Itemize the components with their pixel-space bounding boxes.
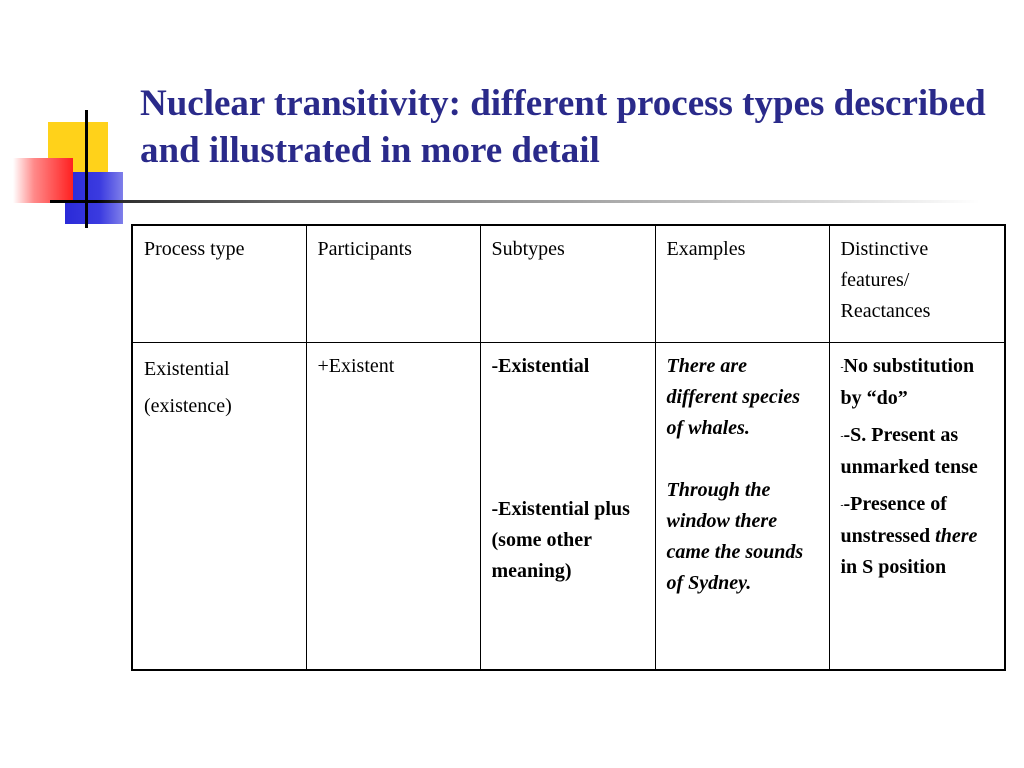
decor-blue-square (65, 172, 123, 224)
subtype-2: -Existential plus (some other meaning) (491, 498, 630, 582)
decor-red-square (13, 158, 73, 203)
feature-3-text-a: -Presence of unstressed (840, 492, 947, 547)
header-process-type: Process type (132, 225, 306, 343)
example-1: There are different species of whales. (666, 355, 800, 439)
subtype-1: -Existential (491, 355, 590, 377)
feature-2-dash: - (840, 430, 844, 441)
table-header-row (132, 225, 1005, 343)
feature-2-text: -S. Present as unmarked tense (840, 423, 978, 478)
feature-1-text: No substitution by “do” (840, 355, 975, 409)
cell-features (829, 343, 1005, 671)
feature-3 (841, 489, 995, 583)
header-subtypes: Subtypes (480, 225, 655, 343)
feature-1-dash: - (840, 361, 844, 372)
feature-1 (841, 351, 995, 414)
cell-examples (655, 343, 829, 671)
process-type-table (131, 224, 1006, 671)
cell-subtypes (480, 343, 655, 671)
feature-2 (841, 420, 995, 483)
feature-3-dash: - (840, 499, 844, 510)
header-participants: Participants (306, 225, 480, 343)
process-type-gloss: (existence) (144, 395, 232, 417)
header-distinctive-features: Distinctive features/ Reactances (829, 225, 1005, 343)
cell-process-type (132, 343, 306, 671)
decor-horizontal-line (50, 200, 980, 203)
feature-3-text-b: in S position (840, 555, 947, 578)
process-type-name: Existential (144, 358, 230, 380)
slide-title: Nuclear transitivity: different process types described and illustrated in more detail (140, 83, 986, 171)
table-row (132, 343, 1005, 671)
example-2: Through the window there came the sounds of Sydney. (666, 479, 804, 594)
decor-vertical-line (85, 110, 88, 228)
cell-participants: +Existent (306, 343, 480, 671)
header-examples: Examples (655, 225, 829, 343)
feature-3-italic: there (935, 524, 978, 547)
